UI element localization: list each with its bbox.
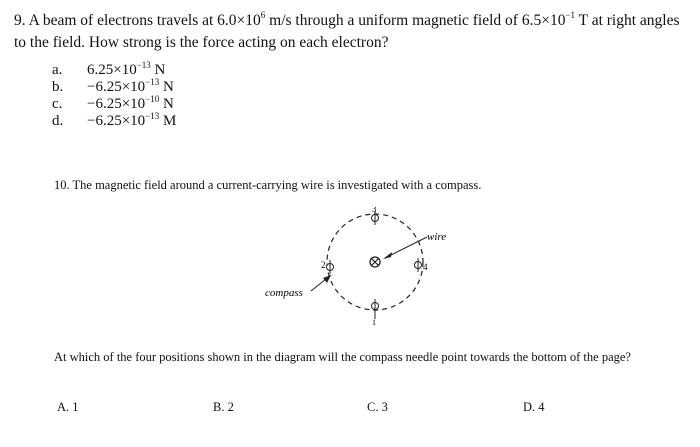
stem-exponent-2: −1	[565, 10, 576, 20]
option-value: $-6.25\times 10^{-10}$ N	[87, 94, 174, 112]
position-label-1: 1	[372, 318, 376, 327]
question-10-prompt: At which of the four positions shown in the diagram will the compass needle point towards the bottom of the page?	[54, 350, 631, 364]
wire-label: wire	[427, 231, 447, 243]
position-label-2: 2	[321, 260, 326, 270]
compass-position-2	[321, 260, 334, 274]
compass-label: compass	[265, 287, 303, 299]
option-a[interactable]	[14, 62, 694, 79]
compass-position-3	[372, 207, 379, 225]
answer-a[interactable]: A. 1	[57, 400, 79, 414]
option-b[interactable]	[14, 79, 694, 96]
option-value: $-6.25\times 10^{-13}$ N	[87, 77, 174, 95]
option-letter: a.	[52, 62, 63, 78]
compass-position-1	[372, 299, 379, 327]
option-letter: d.	[52, 113, 64, 129]
stem-exponent-1: 6	[260, 10, 266, 20]
position-label-3: 3	[372, 207, 377, 214]
answer-b[interactable]: B. 2	[213, 400, 234, 414]
option-value: $-6.25\times 10^{-13}$ M	[87, 111, 177, 129]
stem-part-2: m/s through a uniform magnetic field of 6.5×10	[265, 12, 566, 29]
stem-part-3: T at right angles to the field. How strong is the force acting on each electron?	[14, 12, 680, 51]
position-label-4: 4	[423, 262, 428, 272]
question-10-stem: 10. The magnetic field around a current-carrying wire is investigated with a compass.	[54, 178, 482, 192]
option-value: $6.25\times 10^{-13}$ N	[87, 60, 166, 78]
option-c[interactable]	[14, 96, 694, 113]
compass-position-4	[415, 258, 429, 272]
option-letter: b.	[52, 79, 64, 95]
option-d[interactable]	[14, 113, 694, 130]
compass-field-diagram	[255, 207, 475, 332]
question-9	[14, 10, 694, 130]
answer-d[interactable]: D. 4	[523, 400, 545, 414]
stem-part-1: 9. A beam of electrons travels at 6.0×10	[14, 12, 261, 29]
compass-arrowhead	[323, 275, 331, 283]
question-9-options	[14, 62, 694, 130]
answer-c[interactable]: C. 3	[367, 400, 388, 414]
question-9-stem	[14, 10, 694, 54]
wire-arrowhead	[383, 252, 392, 259]
option-letter: c.	[52, 96, 63, 112]
